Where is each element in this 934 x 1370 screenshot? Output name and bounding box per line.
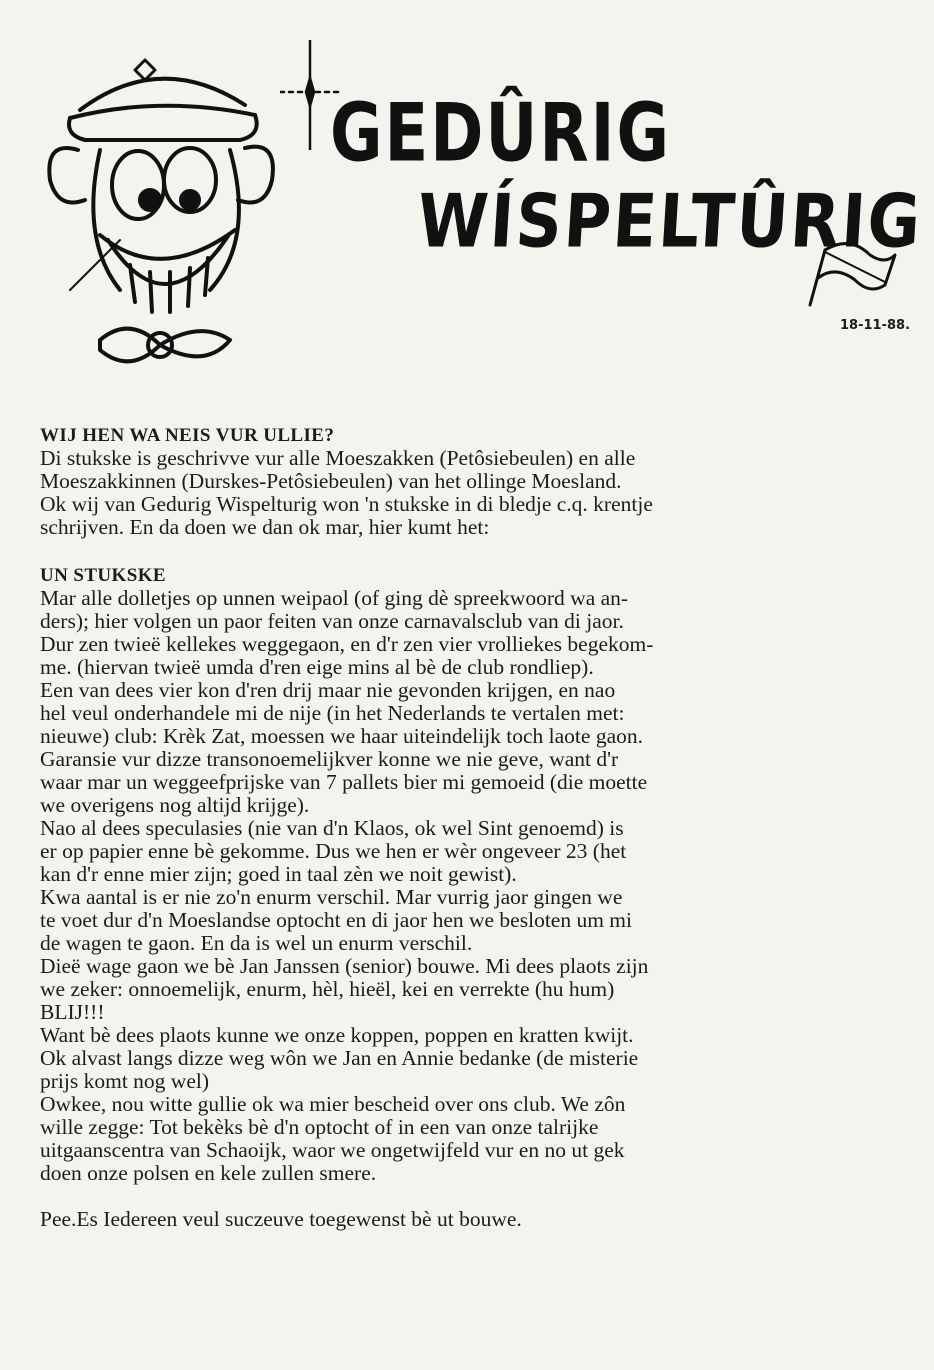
text-line: Nao al dees speculasies (nie van d'n Klaos, ok wel Sint genoemd) is — [40, 816, 624, 840]
logo-line-1: GEDÛRIG — [330, 88, 671, 181]
text-line: nieuwe) club: Krèk Zat, moessen we haar uiteindelijk toch laote gaon. — [40, 724, 643, 748]
text-line: we zeker: onnoemelijk, enurm, hèl, hieël, kei en verrekte (hu hum) — [40, 977, 615, 1001]
flag-icon — [800, 220, 900, 310]
section-heading: WIJ HEN WA NEIS VUR ULLIE? — [40, 425, 335, 446]
logo-line-2: WÍSPELTÛRIG — [414, 180, 925, 266]
section-heading: UN STUKSKE — [40, 565, 166, 586]
text-line: kan d'r enne mier zijn; goed in taal zèn we noit gewist). — [40, 862, 517, 886]
text-line: Garansie vur dizze transonoemelijkver konne we nie geve, want d'r — [40, 747, 619, 771]
text-line: Want bè dees plaots kunne we onze koppen, poppen en kratten kwijt. — [40, 1023, 634, 1047]
closing-note: Pee.Es Iedereen veul suczeuve toegewenst bè ut bouwe. — [40, 1207, 522, 1231]
date-stamp: 18-11-88. — [840, 318, 911, 333]
text-line: prijs komt nog wel) — [40, 1069, 209, 1093]
text-line: Een van dees vier kon d'ren drij maar nie gevonden krijgen, en nao — [40, 678, 616, 702]
text-line: me. (hiervan twieë umda d'ren eige mins al bè de club rondliep). — [40, 655, 594, 679]
text-line: Di stukske is geschrivve vur alle Moeszakken (Petôsiebeulen) en alle — [40, 446, 636, 470]
text-line: Kwa aantal is er nie zo'n enurm verschil. Mar vurrig jaor gingen we — [40, 885, 623, 909]
text-line: doen onze polsen en kele zullen smere. — [40, 1161, 377, 1185]
text-line: er op papier enne bè gekomme. Dus we hen er wèr ongeveer 23 (het — [40, 839, 627, 863]
text-line: waar mar un weggeefprijske van 7 pallets bier mi gemoeid (die moette — [40, 770, 648, 794]
text-line: Dieë wage gaon we bè Jan Janssen (senior) bouwe. Mi dees plaots zijn — [40, 954, 649, 978]
text-line: hel veul onderhandele mi de nije (in het Nederlands te vertalen met: — [40, 701, 625, 725]
text-line: Mar alle dolletjes op unnen weipaol (of ging dè spreekwoord wa an- — [40, 586, 629, 610]
text-line: BLIJ!!! — [40, 1000, 105, 1024]
text-line: de wagen te gaon. En da is wel un enurm verschil. — [40, 931, 473, 955]
letterhead — [0, 0, 934, 400]
text-line: schrijven. En da doen we dan ok mar, hier kumt het: — [40, 515, 490, 539]
text-line: we overigens nog altijd krijge). — [40, 793, 310, 817]
text-line: Owkee, nou witte gullie ok wa mier bescheid over ons club. We zôn — [40, 1092, 626, 1116]
clown-drawing — [40, 40, 280, 380]
article-body — [40, 424, 875, 1231]
text-line: Moeszakkinnen (Durskes-Petôsiebeulen) van het ollinge Moesland. — [40, 469, 622, 493]
text-line: wille zegge: Tot bekèks bè d'n optocht of in een van onze talrijke — [40, 1115, 599, 1139]
text-line: te voet dur d'n Moeslandse optocht en di jaor hen we besloten um mi — [40, 908, 633, 932]
text-line: uitgaanscentra van Schaoijk, waor we ongetwijfeld vur en no ut gek — [40, 1138, 625, 1162]
text-line: Ok wij van Gedurig Wispelturig won 'n stukske in di bledje c.q. krentje — [40, 492, 653, 516]
text-line: ders); hier volgen un paor feiten van onze carnavalsclub van di jaor. — [40, 609, 624, 633]
text-line: Ok alvast langs dizze weg wôn we Jan en Annie bedanke (de misterie — [40, 1046, 639, 1070]
text-line: Dur zen twieë kellekes weggegaon, en d'r zen vier vrolliekes begekom- — [40, 632, 654, 656]
